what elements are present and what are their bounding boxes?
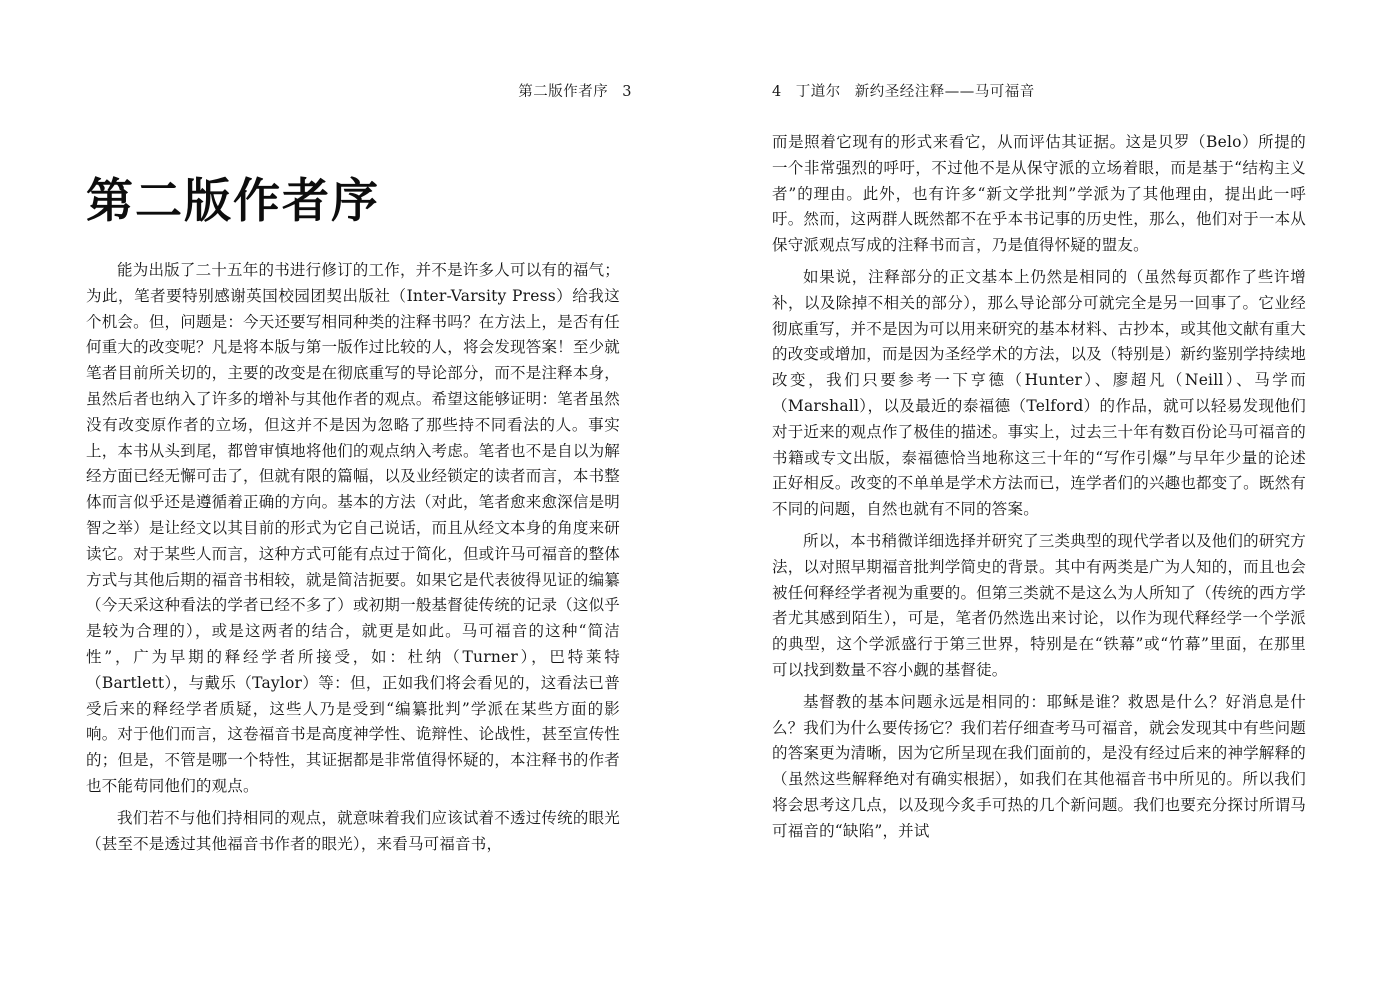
running-header-right <box>772 82 1035 102</box>
paragraph: 我们若不与他们持相同的观点，就意味着我们应该试着不透过传统的眼光（甚至不是透过其他福音书作者的眼光），来看马可福音书， <box>86 808 620 853</box>
header-author: 丁道尔 <box>795 84 841 100</box>
header-title: 第二版作者序 <box>518 84 609 100</box>
paragraph-continued: 而是照着它现有的形式来看它，从而评估其证据。这是贝罗（Belo）所提的一个非常强烈的呼吁，不过他不是从保守派的立场着眼，而是基于“结构主义者”的理由。此外，也有许多“新文学批判”学派为了其他理由，提出此一呼吁。然而，这两群人既然都不在乎本书记事的历史性，那么，他们对于一本从保守派观点写成的注释书而言，乃是值得怀疑的盟友。 <box>772 133 1306 255</box>
paragraph: 如果说，注释部分的正文基本上仍然是相同的（虽然每页都作了些许增补，以及除掉不相关的部分），那么导论部分可就完全是另一回事了。它业经彻底重写，并不是因为可以用来研究的基本材料、古抄本，或其他文献有重大的改变或增加，而是因为圣经学术的方法，以及（特别是）新约鉴别学持续地改变，我们只要参考一下亨德（Hunter）、廖超凡（Neill）、马学而（Marshall），以及最近的泰福德（Telford）的作品，就可以轻易发现他们对于近来的观点作了极佳的描述。事实上，过去三十年有数百份论马可福音的书籍或专文出版，泰福德恰当地称这三十年的“写作引爆”与早年少量的论述正好相反。改变的不单单是学术方法而已，连学者们的兴趣也都变了。既然有不同的问题，自然也就有不同的答案。 <box>772 267 1306 519</box>
header-series-title: 新约圣经注释——马可福音 <box>854 84 1035 100</box>
right-body-text <box>772 130 1306 851</box>
paragraph: 基督教的基本问题永远是相同的：耶稣是谁？救恩是什么？好消息是什么？我们为什么要传扬它？我们若仔细查考马可福音，就会发现其中有些问题的答案更为清晰，因为它所呈现在我们面前的，是没有经过后来的神学解释的（虽然这些解释绝对有确实根据），如我们在其他福音书中所见的。所以我们将会思考这几点，以及现今炙手可热的几个新问题。我们也要充分探讨所谓马可福音的“缺陷”，并试 <box>772 692 1306 840</box>
chapter-title: 第二版作者序 <box>86 174 380 229</box>
page-number: 3 <box>622 84 632 100</box>
paragraph: 所以，本书稍微详细选择并研究了三类典型的现代学者以及他们的研究方法，以对照早期福音批判学简史的背景。其中有两类是广为人知的，而且也会被任何释经学者视为重要的。但第三类就不是这么为人所知了（传统的西方学者尤其感到陌生），可是，笔者仍然选出来讨论，以作为现代释经学一个学派的典型，这个学派盛行于第三世界，特别是在“铁幕”或“竹幕”里面，在那里可以找到数量不容小觑的基督徒。 <box>772 531 1306 679</box>
paragraph: 能为出版了二十五年的书进行修订的工作，并不是许多人可以有的福气；为此，笔者要特别感谢英国校园团契出版社（Inter-Varsity Press）给我这个机会。但，问题是：今天还要写相同种类的注释书吗？在方法上，是否有任何重大的改变呢？凡是将本版与第一版作过比较的人，将会发现答案！至少就笔者目前所关切的，主要的改变是在彻底重写的导论部分，而不是注释本身，虽然后者也纳入了许多的增补与其他作者的观点。希望这能够证明：笔者虽然没有改变原作者的立场，但这并不是因为忽略了那些持不同看法的人。事实上，本书从头到尾，都曾审慎地将他们的观点纳入考虑。笔者也不是自以为解经方面已经无懈可击了，但就有限的篇幅，以及业经锁定的读者而言，本书整体而言似乎还是遵循着正确的方向。基本的方法（对此，笔者愈来愈深信是明智之举）是让经文以其目前的形式为它自己说话，而且从经文本身的角度来研读它。对于某些人而言，这种方式可能有点过于简化，但或许马可福音的整体方式与其他后期的福音书相较，就是简洁扼要。如果它是代表彼得见证的编纂（今天采这种看法的学者已经不多了）或初期一般基督徒传统的记录（这似乎是较为合理的），或是这两者的结合，就更是如此。马可福音的这种“简洁性”，广为早期的释经学者所接受，如：杜纳（Turner），巴特莱特（Bartlett），与戴乐（Taylor）等：但，正如我们将会看见的，这看法已普受后来的释经学者质疑，这些人乃是受到“编纂批判”学派在某些方面的影响。对于他们而言，这卷福音书是高度神学性、诡辩性、论战性，甚至宣传性的；但是，不管是哪一个特性，其证据都是非常值得怀疑的，本注释书的作者也不能苟同他们的观点。 <box>86 261 620 795</box>
page-number: 4 <box>772 84 782 100</box>
running-header-left <box>518 82 632 102</box>
right-page <box>700 0 1400 989</box>
left-body-text <box>86 258 620 863</box>
